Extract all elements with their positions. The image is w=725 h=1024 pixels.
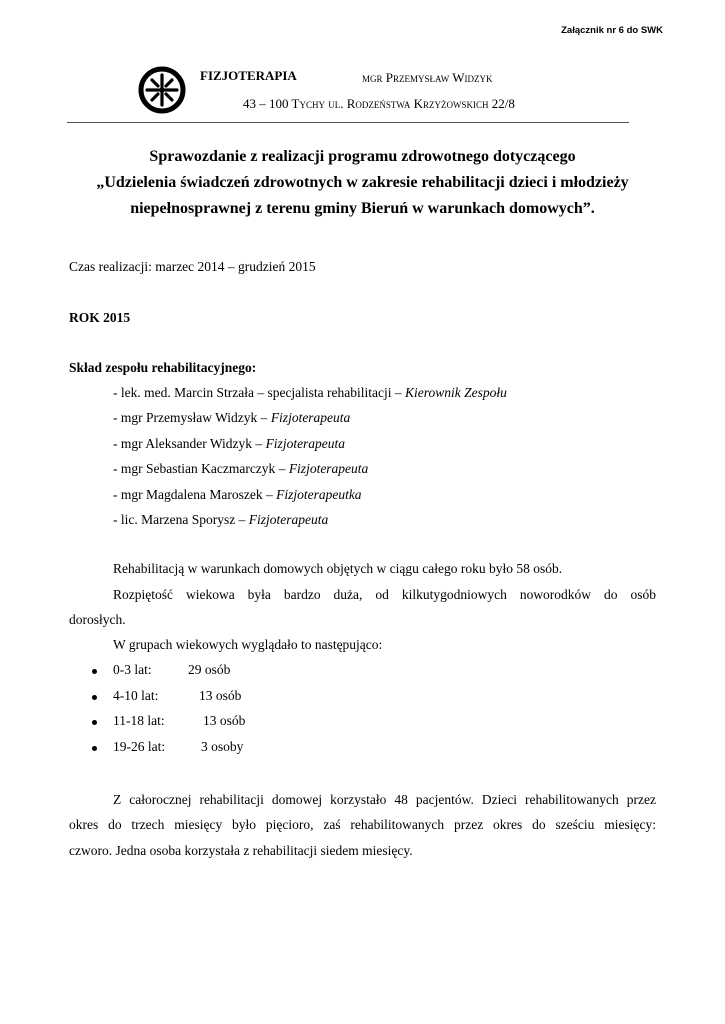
team-member	[113, 385, 507, 401]
paragraph-yearly-rehab-end: czworo. Jedna osoba korzystała z rehabilitacji siedem miesięcy.	[69, 843, 413, 858]
paragraph-yearly-rehab: Z całorocznej rehabilitacji domowej korzystało 48 pacjentów. Dzieci rehabilitowanych przez	[113, 792, 656, 807]
member-role: Fizjoterapeuta	[288, 461, 369, 476]
age-group-range: 4-10 lat:	[113, 688, 159, 703]
age-group-count: 3 osoby	[201, 739, 244, 754]
age-group-range: 0-3 lat:	[113, 662, 152, 677]
team-member	[113, 410, 350, 426]
title-line-1: Sprawozdanie z realizacji programu zdrowotnego dotyczącego	[149, 148, 576, 165]
age-group-count: 29 osób	[188, 662, 231, 677]
header-divider	[67, 122, 629, 123]
team-member	[113, 487, 362, 503]
member-name: - mgr Aleksander Widzyk –	[113, 436, 266, 451]
bullet-icon	[92, 695, 97, 700]
annex-label: Załącznik nr 6 do SWK	[561, 25, 663, 36]
implementation-period: Czas realizacji: marzec 2014 – grudzień 2015	[69, 259, 316, 274]
letterhead-brand: FIZJOTERAPIA	[200, 68, 297, 83]
age-group-count: 13 osób	[203, 713, 246, 728]
member-role: Fizjoterapeuta	[270, 410, 351, 425]
member-role: Kierownik Zespołu	[405, 385, 507, 400]
team-heading: Skład zespołu rehabilitacyjnego:	[69, 360, 257, 375]
member-name: - mgr Sebastian Kaczmarczyk –	[113, 461, 289, 476]
bullet-icon	[92, 669, 97, 674]
team-member	[113, 461, 368, 477]
age-group-count: 13 osób	[199, 688, 242, 703]
paragraph-age-range: Rozpiętość wiekowa była bardzo duża, od kilkutygodniowych noworodków do osób	[113, 587, 656, 602]
title-line-2: „Udzielenia świadczeń zdrowotnych w zakresie rehabilitacji dzieci i młodzieży	[96, 174, 629, 191]
member-name: - lek. med. Marcin Strzała – specjalista rehabilitacji –	[113, 385, 406, 400]
fizjoterapia-logo-icon	[138, 66, 186, 114]
member-role: Fizjoterapeutka	[276, 487, 362, 502]
member-name: - mgr Przemysław Widzyk –	[113, 410, 271, 425]
title-line-3: niepełnosprawnej z terenu gminy Bieruń w warunkach domowych”.	[130, 200, 595, 217]
letterhead-address: 43 – 100 Tychy ul. Rodzeństwa Krzyżowskich 22/8	[243, 96, 515, 111]
bullet-icon	[92, 746, 97, 751]
member-role: Fizjoterapeuta	[265, 436, 346, 451]
letterhead-owner: mgr Przemysław Widzyk	[362, 70, 493, 85]
age-group-range: 19-26 lat:	[113, 739, 166, 754]
paragraph-age-range-cont: dorosłych.	[69, 612, 126, 627]
paragraph-patients-total: Rehabilitacją w warunkach domowych objętych w ciągu całego roku było 58 osób.	[113, 561, 563, 576]
year-heading: ROK 2015	[69, 310, 131, 325]
paragraph-age-groups-intro: W grupach wiekowych wyglądało to następująco:	[113, 637, 383, 652]
member-name: - lic. Marzena Sporysz –	[113, 512, 249, 527]
paragraph-yearly-rehab-cont: okres do trzech miesięcy było pięcioro, zaś rehabilitowanych przez okres do sześciu miesięcy:	[69, 817, 656, 832]
team-member	[113, 512, 328, 528]
bullet-icon	[92, 720, 97, 725]
member-name: - mgr Magdalena Maroszek –	[113, 487, 277, 502]
document-title	[60, 144, 665, 222]
member-role: Fizjoterapeuta	[248, 512, 329, 527]
age-group-range: 11-18 lat:	[113, 713, 165, 728]
team-member	[113, 436, 345, 452]
